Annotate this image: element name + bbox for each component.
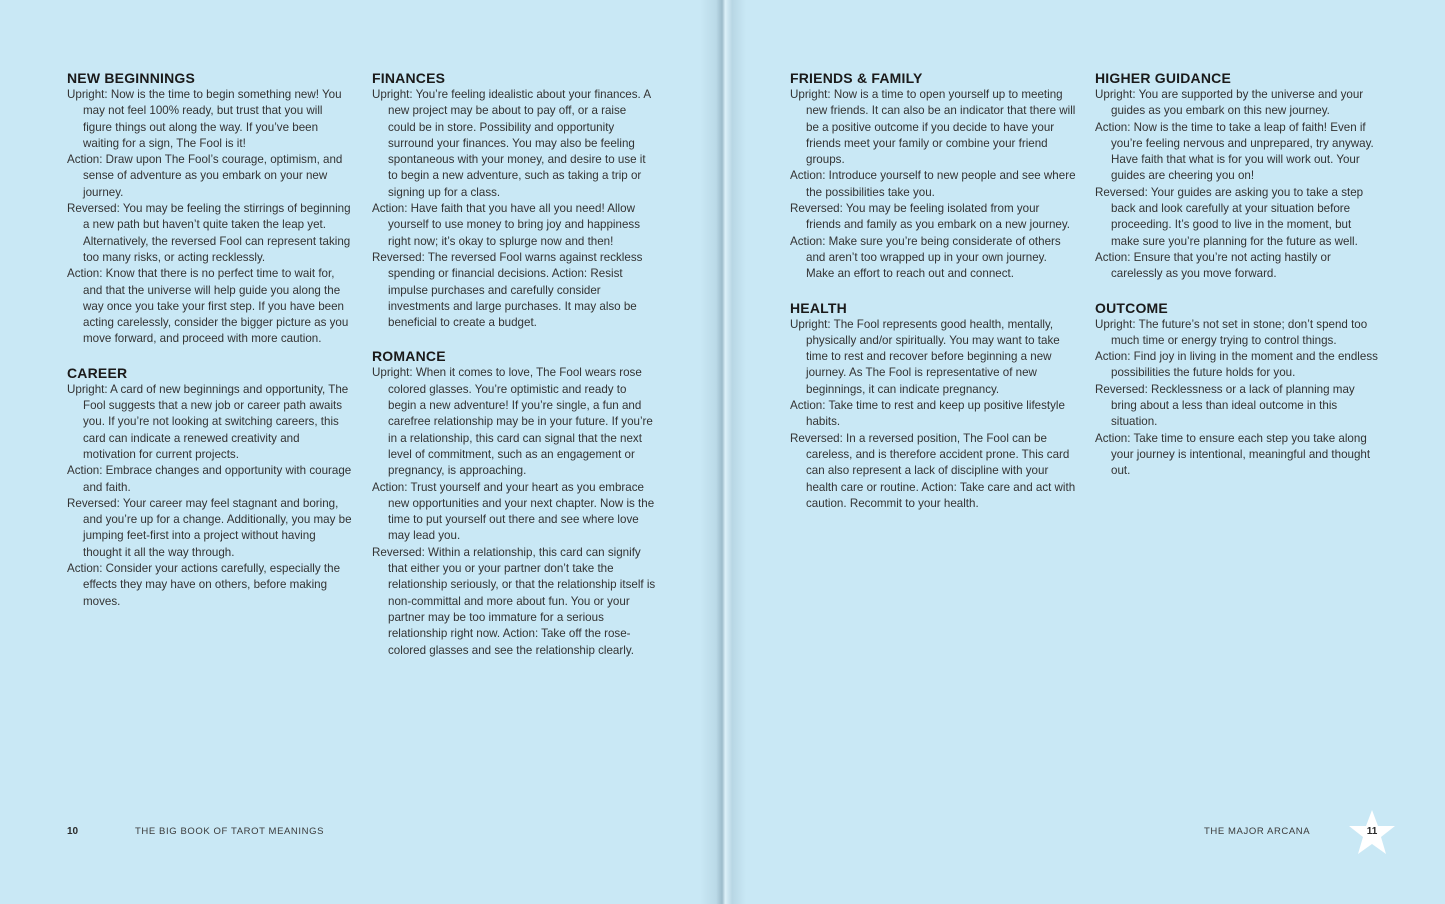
paragraph: Upright: Now is the time to begin something new! You may not feel 100% ready, but trust that you will figure things out along the way. If you’ve been waiting for a sign, The Fool is it! <box>67 88 342 150</box>
paragraph: Reversed: The reversed Fool warns against reckless spending or financial decisions. Action: Resist impulse purchases and carefully consider investments and large purchases. It may also be beneficial to create a budget. <box>372 250 643 330</box>
paragraph: Upright: You are supported by the universe and your guides as you embark on this new journey. <box>1095 88 1364 118</box>
paragraph: Action: Find joy in living in the moment and the endless possibilities the future holds for you. <box>1095 350 1378 380</box>
paragraph: Action: Make sure you’re being considerate of others and aren’t too wrapped up in your own journey. Make an effort to reach out and connect. <box>790 234 1061 281</box>
section-heading: OUTCOME <box>1095 299 1168 316</box>
section-heading: CAREER <box>67 364 128 381</box>
section-outcome <box>1095 300 1382 480</box>
paragraph: Action: Know that there is no perfect time to wait for, and that the universe will help guide you along the way once you take your first step. If you have been acting carelessly, consider the bigger picture as you move forward, and proceed with more caution. <box>67 267 349 346</box>
paragraph: Upright: A card of new beginnings and opportunity, The Fool suggests that a new job or career path awaits you. If you’re not looking at switching careers, this card can indicate a renewed creativity and motivation for current projects. <box>67 382 349 461</box>
paragraph: Action: Ensure that you’re not acting hastily or carelessly as you move forward. <box>1095 250 1331 281</box>
paragraph: Upright: You’re feeling idealistic about your finances. A new project may be about to pay off, or a raise could be in store. Possibility and opportunity surround your finances. You may also be feeling spontaneous with your money, and desire to use it to begin a new adventure, such as taking a trip or signing up for a class. <box>372 88 651 199</box>
paragraph: Upright: The Fool represents good health, mentally, physically and/or spiritually. You may want to take time to rest and recover before beginning a new journey. As The Fool is representative of new beginnings, it can indicate pregnancy. <box>790 317 1060 396</box>
paragraph: Upright: The future’s not set in stone; don’t spend too much time or energy trying to control things. <box>1095 317 1368 347</box>
section-friends-family <box>790 70 1077 283</box>
section-heading: HEALTH <box>790 299 847 316</box>
section-romance <box>372 348 657 658</box>
paragraph: Reversed: Recklessness or a lack of planning may bring about a less than ideal outcome in this situation. <box>1095 382 1355 429</box>
paragraph: Action: Consider your actions carefully, especially the effects they may have on others, before making moves. <box>67 562 341 608</box>
right-page <box>722 0 1445 904</box>
left-page-column-2 <box>372 70 657 676</box>
paragraph: Reversed: In a reversed position, The Fool can be careless, and is therefore accident prone. This card can also represent a lack of discipline with your health care or routine. Action: Take care and act with caution. Recommit to your health. <box>790 431 1076 510</box>
paragraph: Reversed: You may be feeling isolated from your friends and family as you embark on a new journey. <box>790 202 1071 232</box>
section-heading: HIGHER GUIDANCE <box>1095 70 1232 86</box>
paragraph: Reversed: You may be feeling the stirrings of beginning a new path but haven’t quite taken the leap yet. Alternatively, the reversed Fool can represent taking too many risks, or acting recklessly. <box>67 202 351 264</box>
section-career <box>67 365 352 610</box>
paragraph: Action: Now is the time to take a leap of faith! Even if you’re feeling nervous and unprepared, try anyway. Have faith that what is for you will work out. Your guides are cheering you on! <box>1095 120 1374 183</box>
left-page-column-1 <box>67 70 352 627</box>
section-heading: NEW BEGINNINGS <box>67 70 196 86</box>
section-health <box>790 300 1077 513</box>
paragraph: Action: Have faith that you have all you need! Allow yourself to use money to bring joy and happiness right now; it’s okay to splurge now and then! <box>372 202 640 248</box>
paragraph: Reversed: Within a relationship, this card can signify that either you or your partner don’t take the relationship seriously, or that the relationship itself is non-committal and more about fun. You or your partner may be too immature for a serious relationship right now. Action: Take off the rose-colored glasses and see the relationship clearly. <box>372 545 656 657</box>
section-new-beginnings <box>67 70 352 348</box>
running-title: THE MAJOR ARCANA <box>1204 826 1311 837</box>
paragraph: Upright: When it comes to love, The Fool wears rose colored glasses. You’re optimistic and ready to begin a new adventure! If you’re single, a fun and carefree relationship may be in your future. If you’re in a relationship, this card can signal that the next level of commitment, such as an engagement or pregnancy, is approaching. <box>372 366 653 478</box>
paragraph: Action: Take time to ensure each step you take along your journey is intentional, meaningful and thought out. <box>1095 431 1371 478</box>
paragraph: Action: Introduce yourself to new people and see where the possibilities take you. <box>790 169 1076 199</box>
page-number: 10 <box>67 826 79 837</box>
right-page-column-1 <box>790 70 1077 529</box>
paragraph: Action: Take time to rest and keep up positive lifestyle habits. <box>790 399 1065 429</box>
section-finances <box>372 70 657 331</box>
page-number: 11 <box>1366 826 1378 837</box>
section-heading: FRIENDS & FAMILY <box>790 70 923 86</box>
running-title: THE BIG BOOK OF TAROT MEANINGS <box>135 826 325 837</box>
left-page <box>0 0 722 904</box>
section-higher-guidance <box>1095 70 1382 283</box>
section-heading: ROMANCE <box>372 348 446 365</box>
paragraph: Reversed: Your guides are asking you to take a step back and look carefully at your situation before proceeding. It’s good to live in the moment, but make sure you’re planning for the future as well. <box>1095 185 1364 248</box>
right-page-column-2 <box>1095 70 1382 497</box>
paragraph: Action: Draw upon The Fool’s courage, optimism, and sense of adventure as you embark on your new journey. <box>67 153 343 199</box>
paragraph: Action: Trust yourself and your heart as you embrace new opportunities and your next chapter. Now is the time to put yourself out there and see where love may lead you. <box>372 480 655 543</box>
paragraph: Upright: Now is a time to open yourself up to meeting new friends. It can also be an indicator that there will be a positive outcome if you decide to have your friends meet your family or combine your friend groups. <box>790 88 1076 167</box>
paragraph: Reversed: Your career may feel stagnant and boring, and you’re up for a change. Additionally, you may be jumping feet-first into a project without having thought it all the way through. <box>67 496 352 559</box>
paragraph: Action: Embrace changes and opportunity with courage and faith. <box>67 464 352 494</box>
section-heading: FINANCES <box>372 70 446 86</box>
